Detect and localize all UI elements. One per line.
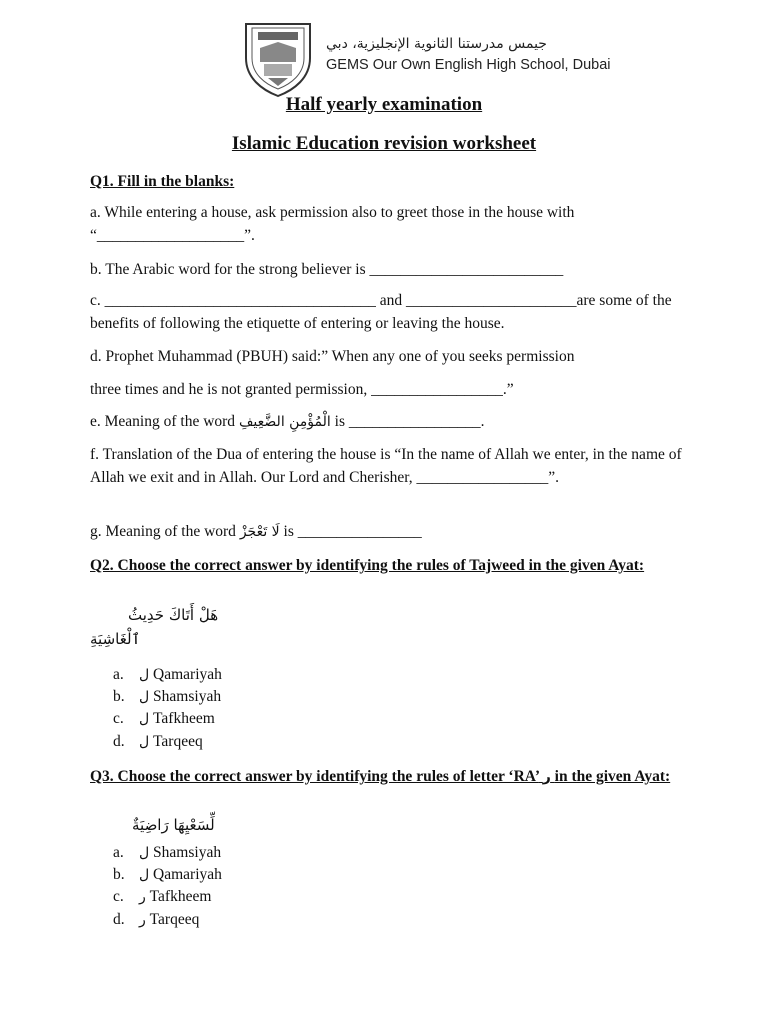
q1-heading: Q1. Fill in the blanks: — [90, 173, 235, 190]
q2-option-c[interactable] — [113, 708, 215, 730]
q3-option-d[interactable] — [113, 909, 199, 931]
q2-ayah-line2: ٱلْغَاشِيَةِ — [90, 630, 141, 648]
q1-item-c: c. ___________________________________ and ______________________are some of the benefits of following the etiquette of entering or leaving the house. — [90, 292, 672, 332]
q1-item-e-prefix: e. Meaning of the word — [90, 413, 236, 430]
q1-item-f: f. Translation of the Dua of entering the house is “In the name of Allah we enter, in the name of Allah we exit and in Allah. Our Lord and Cherisher, _________________”. — [90, 446, 682, 486]
school-header — [238, 18, 611, 100]
option-letter: ل — [139, 711, 150, 727]
q2-option-a[interactable] — [113, 664, 222, 686]
q2-ayah-line1: هَلْ أَتَاكَ حَدِيثُ — [128, 606, 219, 624]
option-letter: ل — [139, 867, 150, 883]
option-letter: ل — [139, 689, 150, 705]
option-letter: ل — [139, 845, 150, 861]
school-crest-logo — [238, 18, 318, 98]
q3-option-c[interactable] — [113, 886, 211, 908]
option-label: a. — [113, 844, 124, 861]
q1-item-g-prefix: g. Meaning of the word — [90, 523, 236, 540]
option-text: Shamsiyah — [153, 688, 222, 705]
q2-heading: Q2. Choose the correct answer by identifying the rules of Tajweed in the given Ayat: — [90, 557, 645, 574]
option-label: c. — [113, 710, 124, 727]
q1-item-e-arabic: الْمُؤْمِنِ الضَّعِيفِ — [238, 414, 331, 430]
option-label: d. — [113, 911, 125, 928]
q1-item-d-line1: d. Prophet Muhammad (PBUH) said:” When any one of you seeks permission — [90, 348, 575, 365]
q3-option-b[interactable] — [113, 864, 222, 886]
option-text: Tarqeeq — [153, 733, 203, 750]
option-label: a. — [113, 666, 124, 683]
q3-heading-prefix: Q3. Choose the correct answer by identifying the rules of letter ‘RA’ — [90, 768, 539, 785]
q1-item-g-suffix: is ________________ — [283, 523, 422, 540]
option-label: d. — [113, 733, 125, 750]
q1-item-b: b. The Arabic word for the strong believer is _________________________ — [90, 261, 564, 278]
option-letter: ر — [139, 889, 146, 905]
q2-option-d[interactable] — [113, 731, 203, 753]
q3-option-a[interactable] — [113, 842, 221, 864]
q2-option-b[interactable] — [113, 686, 221, 708]
school-name-arabic: جيمس مدرستنا الثانوية الإنجليزية، دبي — [326, 36, 547, 52]
option-label: b. — [113, 866, 125, 883]
option-label: c. — [113, 888, 124, 905]
page-title: Half yearly examination — [285, 94, 483, 115]
option-letter: ر — [139, 912, 146, 928]
school-name-english: GEMS Our Own English High School, Dubai — [326, 57, 611, 73]
q1-item-d-line2: three times and he is not granted permission, _________________.” — [90, 381, 514, 398]
option-letter: ل — [139, 667, 150, 683]
option-text: Tarqeeq — [149, 911, 200, 928]
q1-item-e-suffix: is _________________. — [334, 413, 485, 430]
option-text: Tafkheem — [153, 710, 215, 727]
option-text: Qamariyah — [153, 666, 222, 683]
option-letter: ل — [139, 734, 150, 750]
option-label: b. — [113, 688, 125, 705]
q1-item-g — [90, 520, 690, 544]
option-text: Shamsiyah — [153, 844, 222, 861]
option-text: Tafkheem — [149, 888, 212, 905]
q3-heading — [90, 765, 690, 789]
page-subtitle: Islamic Education revision worksheet — [231, 133, 537, 154]
option-text: Qamariyah — [153, 866, 222, 883]
q1-item-g-arabic: لَا تَعْجَزْ — [239, 524, 280, 540]
q3-ayah: لِّسَعْيِهَا رَاضِيَةٌ — [132, 816, 215, 834]
q1-item-e — [90, 410, 690, 434]
q3-heading-arabic: ر — [542, 769, 551, 785]
q3-heading-suffix: in the given Ayat: — [554, 768, 671, 785]
q1-item-a: a. While entering a house, ask permission also to greet those in the house with “___________________”. — [90, 204, 575, 244]
